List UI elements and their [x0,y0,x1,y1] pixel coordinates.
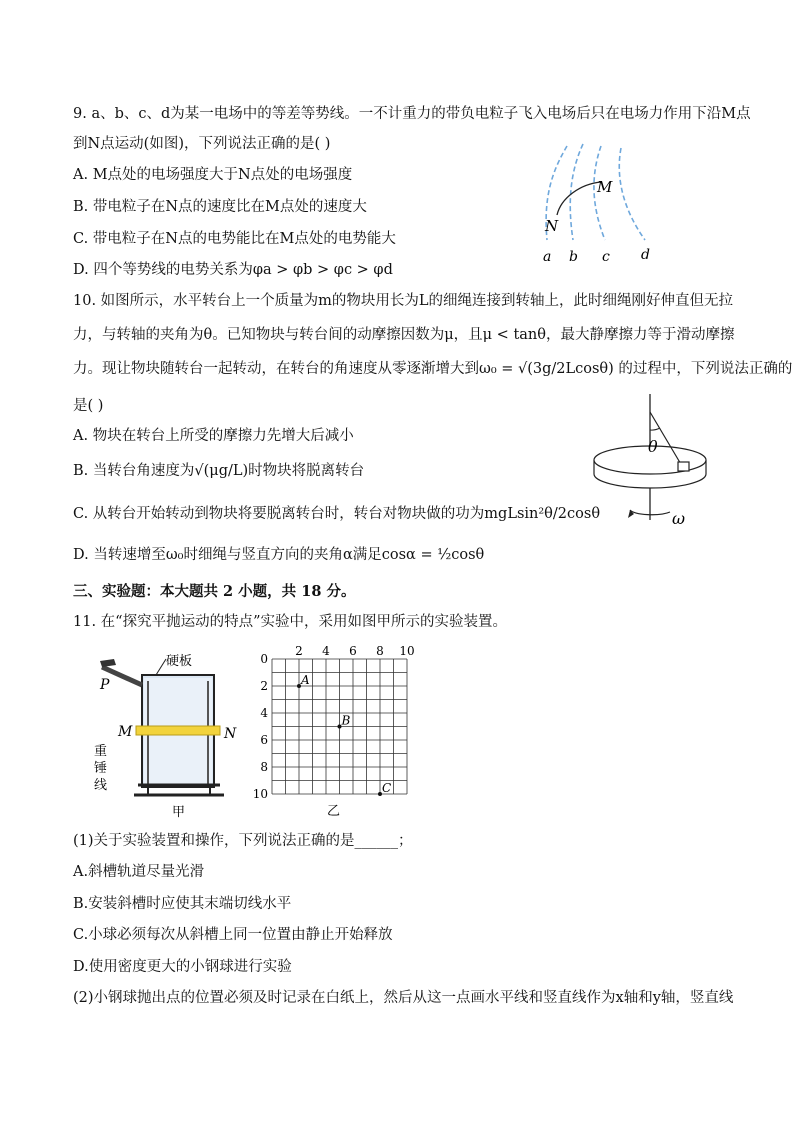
p-label: P [100,677,110,693]
block [678,462,689,471]
point-label-b: B [341,713,351,728]
jia-caption: 甲 [172,805,186,820]
plumb-label-3: 线 [94,778,108,793]
q9-option-b: B. 带电粒子在N点的速度比在M点处的速度大 [73,199,367,215]
y-tick-label: 8 [260,760,268,774]
label-n: N [545,217,559,235]
q10-turntable-figure [590,392,715,532]
point-label-a: A [301,673,310,687]
label-c: c [602,249,610,265]
m-label: M [118,724,133,740]
q11-stem: 11. 在“探究平抛运动的特点”实验中，采用如图甲所示的实验装置。 [73,614,507,630]
label-b: b [569,249,578,265]
q11-part2: (2)小钢球抛出点的位置必须及时记录在白纸上，然后从这一点画水平线和竖直线作为x轴和y轴，竖直线 [73,990,734,1006]
grid-points [297,673,391,796]
q10-option-a: A. 物块在转台上所受的摩擦力先增大后减小 [73,428,354,444]
q10-stem-line-1: 10. 如图所示，水平转台上一个质量为m的物块用长为L的细绳连接到转轴上，此时细绳刚好伸直但无拉 [73,293,734,309]
q11-grid-figure [250,641,425,821]
q10-stem-line-3: 力。现让物块随转台一起转动，在转台的角速度从零逐渐增大到ω₀ = √(3g/2Lcosθ) 的过程中，下列说法正确的 [73,361,793,377]
x-tick-label: 8 [376,644,384,658]
q9-stem-line-1: 9. a、b、c、d为某一电场中的等差等势线。一不计重力的带负电粒子飞入电场后只在电场力作用下沿M点 [73,106,751,122]
mn-strip [136,726,220,735]
omega-label: ω [672,509,686,528]
q10-option-c: C. 从转台开始转动到物块将要脱离转台时，转台对物块做的功为mgLsin²θ/2cosθ [73,506,601,522]
q10-option-d: D. 当转速增至ω₀时细绳与竖直方向的夹角α满足cosα = ½cosθ [73,547,485,563]
plumb-label-1: 重 [94,744,108,759]
section-heading: 三、实验题：本大题共 2 小题，共 18 分。 [73,583,356,600]
y-tick-label: 10 [252,787,268,801]
yi-caption: 乙 [327,804,341,819]
y-tick-label: 0 [260,652,268,666]
q9-stem-line-2: 到N点运动(如图)，下列说法正确的是( ) [73,136,331,152]
x-tick-label: 6 [349,644,357,658]
q9-option-c: C. 带电粒子在N点的电势能比在M点处的电势能大 [73,231,396,247]
q11-option-b: B.安装斜槽时应使其末端切线水平 [73,896,292,912]
q9-option-d: D. 四个等势线的电势关系为φa > φb > φc > φd [73,262,393,278]
point-label-c: C [382,781,392,795]
label-d: d [641,247,650,263]
grid-ticks [253,644,415,801]
q9-option-a: A. M点处的电场强度大于N点处的电场强度 [73,167,353,183]
q10-stem-line-2: 力，与转轴的夹角为θ。已知物块与转台间的动摩擦因数为μ，且μ < tanθ，最大静摩擦力等于滑动摩擦 [73,327,735,343]
equipotential-line-b [570,144,583,240]
y-tick-label: 2 [260,679,268,693]
board-label: 硬板 [166,654,193,669]
q10-option-b: B. 当转台角速度为√(μg/L)时物块将脱离转台 [73,463,365,479]
x-tick-label: 4 [322,644,330,658]
y-tick-label: 6 [260,733,268,747]
q11-part1: (1)关于实验装置和操作，下列说法正确的是______； [73,833,413,849]
label-m: M [597,178,613,196]
q11-apparatus-figure [90,645,250,820]
x-tick-label: 10 [399,644,415,658]
q11-option-a: A.斜槽轨道尽量光滑 [73,864,205,880]
q11-option-d: D.使用密度更大的小钢球进行实验 [73,959,292,975]
theta-label: θ [648,437,658,456]
n-label: N [224,726,237,742]
q11-option-c: C.小球必须每次从斜槽上同一位置由静止开始释放 [73,927,393,943]
plumb-label-2: 锤 [94,761,108,776]
y-tick-label: 4 [260,706,268,720]
equipotential-line-d [619,148,645,240]
q9-equipotential-figure [525,140,685,270]
label-a: a [543,249,552,265]
x-tick-label: 2 [295,644,303,658]
q10-stem-line-4: 是( ) [73,398,104,414]
